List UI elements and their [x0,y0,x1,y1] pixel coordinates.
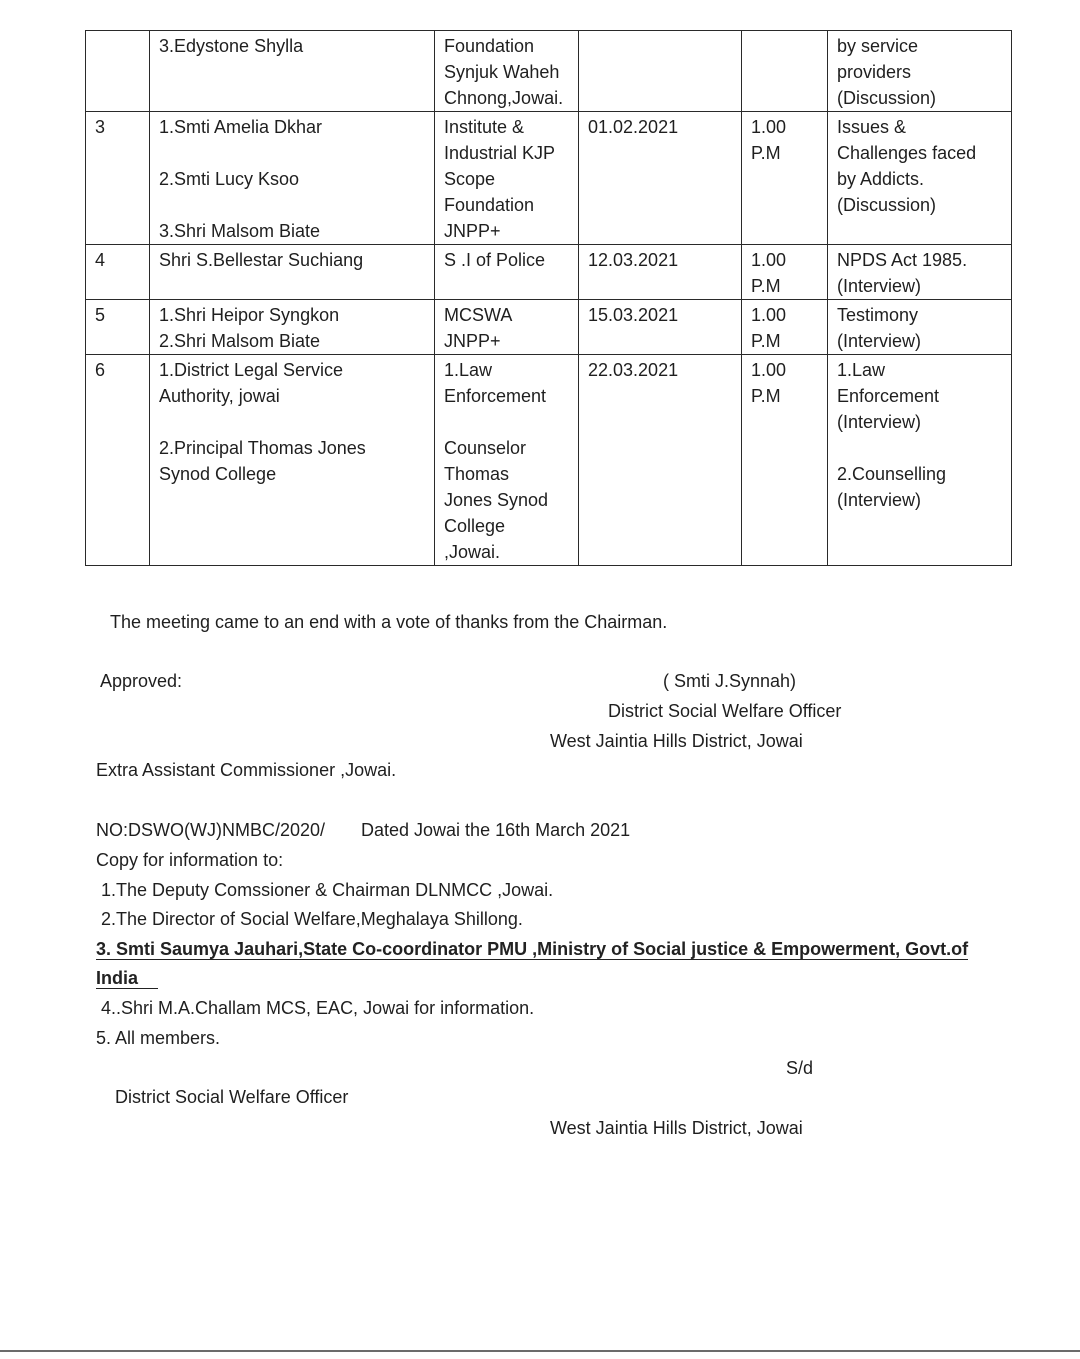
time-cell [742,300,828,355]
cell-line: 1.Smti Amelia Dkhar [159,117,323,137]
cell-line: Enforcement [837,386,940,406]
cell-line: JNPP+ [444,221,501,241]
cell-line: Enforcement [444,386,547,406]
cell-line: (Interview) [837,412,922,432]
row-number-cell [86,245,150,300]
cell-line: Scope [444,169,496,189]
topic-cell [828,355,1012,566]
approver-title: Extra Assistant Commissioner ,Jowai. [96,760,397,780]
meeting-schedule-table [85,30,1012,566]
memo-date: Dated Jowai the 16th March 2021 [361,820,631,840]
copy-recipient-1: 1.The Deputy Comssioner & Chairman DLNMCC ,Jowai. [101,880,554,900]
topic-cell [828,300,1012,355]
row-number-cell [86,355,150,566]
table-row [86,355,1012,566]
cell-line: 2.Shri Malsom Biate [159,331,321,351]
copy-recipient-5: 5. All members. [96,1028,221,1048]
participants-cell [150,112,435,245]
memo-number: NO:DSWO(WJ)NMBC/2020/ [96,820,326,840]
cell-value: 5 [95,305,106,325]
row-number-cell [86,31,150,112]
cell-spacer [159,140,425,166]
topic-cell [828,245,1012,300]
table-row [86,112,1012,245]
cell-line: 1.00 [751,305,787,325]
cell-value: 6 [95,360,106,380]
date-cell [579,355,742,566]
cell-line: 1.00 [751,360,787,380]
row-number-cell [86,112,150,245]
cell-line: Foundation [444,36,535,56]
cell-line: 2.Principal Thomas Jones [159,438,366,458]
copy-recipient-4: 4..Shri M.A.Challam MCS, EAC, Jowai for information. [101,998,535,1018]
topic-cell [828,112,1012,245]
cell-line: Testimony [837,305,919,325]
cell-line: JNPP+ [444,331,501,351]
cell-line: Authority, jowai [159,386,280,406]
cell-line: 1.Shri Heipor Syngkon [159,305,340,325]
approved-label: Approved: [100,671,183,691]
row-number-cell [86,300,150,355]
cell-line: P.M [751,386,781,406]
cell-line: P.M [751,276,781,296]
signed-mark: S/d [786,1058,814,1078]
cell-line: ,Jowai. [444,542,501,562]
cell-spacer [444,409,569,435]
cell-line: providers [837,62,912,82]
cell-line: NPDS Act 1985. [837,250,968,270]
cell-value: 4 [95,250,106,270]
cell-line: Jones Synod [444,490,549,510]
cell-line: Counselor [444,438,527,458]
organisation-cell [435,31,579,112]
cell-line: 1.00 [751,117,787,137]
cell-line: (Interview) [837,490,922,510]
organisation-cell [435,112,579,245]
page-bottom-rule [0,1350,1080,1352]
signatory-name: ( Smti J.Synnah) [663,671,797,691]
signatory-designation: District Social Welfare Officer [608,701,842,721]
organisation-cell [435,300,579,355]
cell-line: (Interview) [837,331,922,351]
cell-line: College [444,516,506,536]
cell-line: (Discussion) [837,195,937,215]
copy-label: Copy for information to: [96,850,284,870]
table-row [86,31,1012,112]
copy-recipient-3-continued [96,966,158,990]
cell-value: 3 [95,117,106,137]
copy-recipient-3 [96,937,968,961]
cell-line: 2.Smti Lucy Ksoo [159,169,300,189]
cell-line: Chnong,Jowai. [444,88,564,108]
cell-spacer [837,435,1002,461]
cell-line: Issues & [837,117,907,137]
schedule-table-body [86,31,1012,566]
copy-recipient-2: 2.The Director of Social Welfare,Meghalaya Shillong. [101,909,523,929]
cell-line: 1.Law [837,360,886,380]
cell-line: P.M [751,331,781,351]
cell-spacer [159,192,425,218]
time-cell [742,112,828,245]
cell-line: Synod College [159,464,277,484]
cell-line: Institute & [444,117,525,137]
cell-line: (Interview) [837,276,922,296]
time-cell [742,245,828,300]
cell-line: 2.Counselling [837,464,947,484]
cell-spacer [159,409,425,435]
time-cell [742,31,828,112]
cell-line: by Addicts. [837,169,925,189]
cell-line: Synjuk Waheh [444,62,560,82]
cell-line: Industrial KJP [444,143,556,163]
date-cell [579,300,742,355]
table-row [86,245,1012,300]
cell-line: S .I of Police [444,250,546,270]
cell-line: by service [837,36,919,56]
footer-district: West Jaintia Hills District, Jowai [550,1118,803,1138]
participants-cell [150,245,435,300]
date-cell [579,245,742,300]
cell-line: (Discussion) [837,88,937,108]
organisation-cell [435,245,579,300]
cell-value: 01.02.2021 [588,117,679,137]
cell-line: 1.Law [444,360,493,380]
cell-value: 12.03.2021 [588,250,679,270]
cell-line: 1.00 [751,250,787,270]
cell-value: 15.03.2021 [588,305,679,325]
cell-line: Thomas [444,464,510,484]
closing-remark: The meeting came to an end with a vote of thanks from the Chairman. [110,612,668,632]
cell-line: 3.Edystone Shylla [159,36,304,56]
topic-cell [828,31,1012,112]
copy-recipient-3-line-2: India [96,968,158,989]
time-cell [742,355,828,566]
participants-cell [150,31,435,112]
cell-line: Challenges faced [837,143,977,163]
participants-cell [150,355,435,566]
signatory-district: West Jaintia Hills District, Jowai [550,731,803,751]
organisation-cell [435,355,579,566]
date-cell [579,112,742,245]
cell-value: 22.03.2021 [588,360,679,380]
footer-officer: District Social Welfare Officer [115,1087,349,1107]
cell-line: Shri S.Bellestar Suchiang [159,250,364,270]
cell-line: MCSWA [444,305,513,325]
cell-line: P.M [751,143,781,163]
table-row [86,300,1012,355]
participants-cell [150,300,435,355]
date-cell [579,31,742,112]
cell-line: Foundation [444,195,535,215]
copy-recipient-3-line-1: 3. Smti Saumya Jauhari,State Co-coordinator PMU ,Ministry of Social justice & Empowerment, Govt.of [96,939,969,959]
cell-line: 3.Shri Malsom Biate [159,221,321,241]
cell-line: 1.District Legal Service [159,360,344,380]
